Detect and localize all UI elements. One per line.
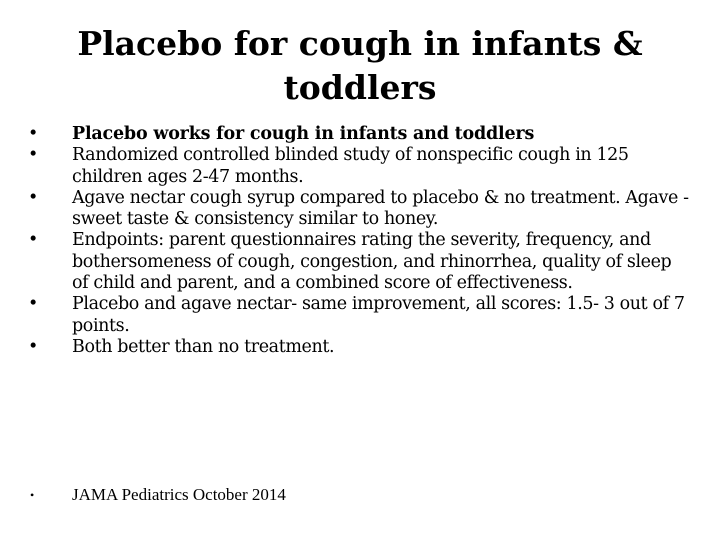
bullet-text: Both better than no treatment. [72, 336, 335, 357]
bullet-marker: • [30, 488, 35, 502]
bullet-item [26, 124, 691, 145]
bullet-marker: • [28, 336, 38, 357]
bullet-text: Placebo and agave nectar- same improvement, all scores: 1.5- 3 out of 7 points. [72, 294, 685, 336]
bullet-item [26, 145, 691, 188]
bullet-item [26, 294, 691, 337]
bullet-item [26, 230, 691, 294]
citation-footnote [26, 484, 720, 506]
bullet-marker: • [28, 124, 39, 144]
slide-title-line-2: toddlers [283, 68, 437, 107]
slide-title [20, 22, 700, 110]
bullet-marker: • [28, 230, 38, 251]
bullet-marker: • [28, 145, 38, 166]
bullet-item [26, 188, 691, 231]
bullet-item [26, 337, 691, 358]
citation-text: JAMA Pediatrics October 2014 [72, 485, 286, 504]
slide-title-line-1: Placebo for cough in infants & [77, 24, 643, 63]
bullet-text: Randomized controlled blinded study of nonspecific cough in 125 children ages 2-47 months. [72, 145, 629, 187]
bullet-list [26, 124, 691, 358]
bullet-marker: • [28, 294, 38, 315]
bullet-text: Endpoints: parent questionnaires rating the severity, frequency, and bothersomeness of cough, congestion, and rhinorrhea, quality of sleep of child and parent, and a combined score of effectiveness. [72, 230, 672, 294]
bullet-text: Placebo works for cough in infants and toddlers [72, 124, 535, 144]
bullet-text: Agave nectar cough syrup compared to placebo & no treatment. Agave - sweet taste & consistency similar to honey. [72, 187, 689, 230]
bullet-marker: • [28, 187, 38, 208]
